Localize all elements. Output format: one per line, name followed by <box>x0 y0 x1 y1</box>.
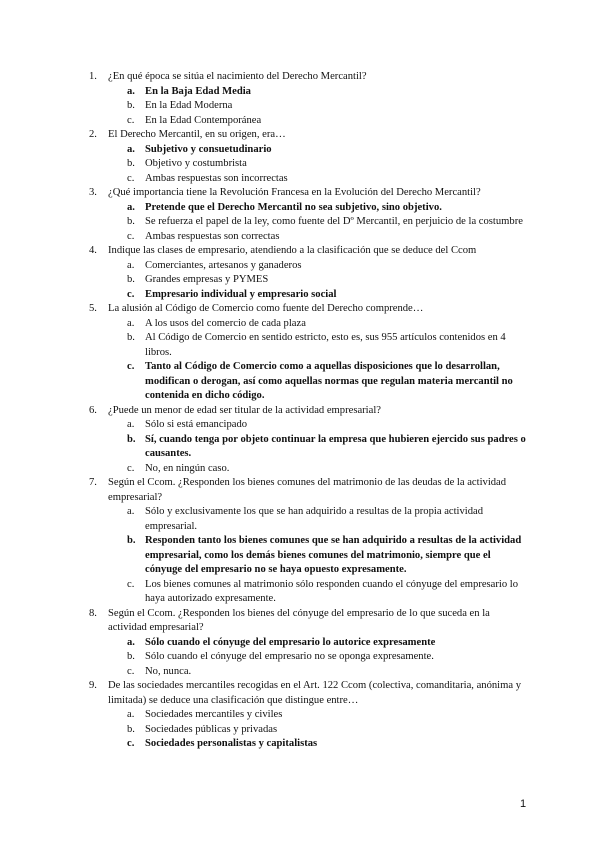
option-letter: a. <box>127 506 135 517</box>
option-item <box>89 99 529 114</box>
question-number: 7. <box>89 477 97 488</box>
question-item <box>89 128 529 186</box>
option-text: Subjetivo y consuetudinario <box>145 143 272 155</box>
option-item <box>89 505 529 534</box>
option-letter: c. <box>127 462 135 474</box>
question-number: 9. <box>89 680 97 691</box>
option-text: No, nunca. <box>145 665 192 677</box>
option-letter: b. <box>127 723 135 735</box>
option-text: Al Código de Comercio en sentido estricto, esto es, sus 955 artículos contenidos en 4 libros. <box>145 332 506 358</box>
question-item <box>89 70 529 128</box>
option-item <box>89 230 529 245</box>
option-letter: b. <box>127 158 135 169</box>
option-item <box>89 534 529 578</box>
option-item <box>89 433 529 462</box>
option-letter: c. <box>127 114 135 126</box>
option-item <box>89 201 529 216</box>
option-letter: c. <box>127 738 135 749</box>
question-item <box>89 404 529 477</box>
option-item <box>89 331 529 360</box>
option-text: En la Edad Moderna <box>145 100 233 111</box>
option-letter: b. <box>127 100 135 111</box>
option-item <box>89 360 529 404</box>
option-item <box>89 462 529 477</box>
question-text: ¿En qué época se sitúa el nacimiento del Derecho Mercantil? <box>108 71 367 82</box>
option-letter: c. <box>127 361 135 372</box>
option-text: Comerciantes, artesanos y ganaderos <box>145 259 302 271</box>
option-text: Ambas respuestas son correctas <box>145 230 280 242</box>
option-item <box>89 215 529 230</box>
question-list <box>89 70 529 752</box>
question-item <box>89 302 529 404</box>
question-text: El Derecho Mercantil, en su origen, era… <box>108 129 286 140</box>
question-number: 8. <box>89 607 97 619</box>
option-letter: a. <box>127 85 135 97</box>
question-item <box>89 679 529 752</box>
option-letter: a. <box>127 143 135 155</box>
option-text: Sólo si está emancipado <box>145 419 248 430</box>
option-item <box>89 172 529 187</box>
option-item <box>89 317 529 332</box>
option-text: Sociedades públicas y privadas <box>145 723 278 735</box>
question-item <box>89 186 529 244</box>
option-text: Sociedades personalistas y capitalistas <box>145 738 318 749</box>
option-text: Sociedades mercantiles y civiles <box>145 709 283 720</box>
option-text: Sólo cuando el cónyuge del empresario lo autorice expresamente <box>145 636 436 648</box>
question-number: 5. <box>89 303 97 314</box>
question-item <box>89 607 529 680</box>
question-text: Según el Ccom. ¿Responden los bienes del cónyuge del empresario de lo que suceda en la actividad empresarial? <box>108 607 490 633</box>
option-letter: a. <box>127 636 135 648</box>
option-letter: b. <box>127 274 135 285</box>
option-letter: c. <box>127 578 135 590</box>
option-item <box>89 157 529 172</box>
question-number: 2. <box>89 129 97 140</box>
option-item <box>89 723 529 738</box>
option-item <box>89 650 529 665</box>
option-letter: c. <box>127 172 135 184</box>
option-letter: b. <box>127 332 135 343</box>
question-text: La alusión al Código de Comercio como fuente del Derecho comprende… <box>108 303 424 314</box>
option-text: Pretende que el Derecho Mercantil no sea subjetivo, sino objetivo. <box>145 201 442 213</box>
option-item <box>89 114 529 129</box>
question-text: De las sociedades mercantiles recogidas en el Art. 122 Ccom (colectiva, comanditaria, anónima y limitada) se deduce una clasificación que distingue entre… <box>108 680 522 706</box>
option-item <box>89 143 529 158</box>
option-text: A los usos del comercio de cada plaza <box>145 317 306 329</box>
question-number: 6. <box>89 404 97 416</box>
option-item <box>89 85 529 100</box>
option-item <box>89 636 529 651</box>
question-text: ¿Puede un menor de edad ser titular de la actividad empresarial? <box>108 404 381 416</box>
option-text: Los bienes comunes al matrimonio sólo responden cuando el cónyuge del empresario lo haya autorizado expresamente. <box>145 578 519 604</box>
question-number: 1. <box>89 71 97 82</box>
option-item <box>89 259 529 274</box>
option-text: No, en ningún caso. <box>145 462 230 474</box>
option-text: Sólo cuando el cónyuge del empresario no se oponga expresamente. <box>145 651 434 662</box>
option-text: Tanto al Código de Comercio como a aquellas disposiciones que lo desarrollan, modifican o derogan, así como aquellas normas que regulan materia mercantil no contenida en dicho código. <box>145 361 513 401</box>
option-letter: c. <box>127 230 135 242</box>
option-letter: c. <box>127 665 135 677</box>
option-text: En la Edad Contemporánea <box>145 114 262 126</box>
option-text: Empresario individual y empresario social <box>145 288 337 300</box>
option-text: Responden tanto los bienes comunes que se han adquirido a resultas de la actividad empresarial, como los demás bienes comunes del matrimonio, siempre que el cónyuge del empresario no se haya opuesto expresamente. <box>145 535 522 575</box>
question-text: Indique las clases de empresario, atendiendo a la clasificación que se deduce del Ccom <box>108 245 477 256</box>
option-text: Sí, cuando tenga por objeto continuar la empresa que hubieren ejercido sus padres o causantes. <box>145 433 526 459</box>
option-letter: a. <box>127 317 135 329</box>
option-item <box>89 708 529 723</box>
option-item <box>89 288 529 303</box>
question-number: 3. <box>89 187 97 198</box>
question-number: 4. <box>89 245 97 256</box>
page-number: 1 <box>520 798 527 810</box>
option-letter: b. <box>127 535 136 546</box>
option-item <box>89 273 529 288</box>
question-item <box>89 476 529 607</box>
question-text: Según el Ccom. ¿Responden los bienes comunes del matrimonio de las deudas de la actividad empresarial? <box>108 477 507 503</box>
option-text: Se refuerza el papel de la ley, como fuente del Dº Mercantil, en perjuicio de la costumbre <box>145 216 523 227</box>
question-text: ¿Qué importancia tiene la Revolución Francesa en la Evolución del Derecho Mercantil? <box>108 187 481 198</box>
option-text: En la Baja Edad Media <box>145 85 251 97</box>
option-item <box>89 737 529 752</box>
option-letter: b. <box>127 216 135 227</box>
option-letter: a. <box>127 419 135 430</box>
option-letter: a. <box>127 259 135 271</box>
option-text: Objetivo y costumbrista <box>145 158 247 169</box>
option-item <box>89 418 529 433</box>
option-letter: a. <box>127 201 135 213</box>
option-letter: b. <box>127 651 135 662</box>
option-text: Ambas respuestas son incorrectas <box>145 172 288 184</box>
option-text: Grandes empresas y PYMES <box>145 274 269 285</box>
option-letter: c. <box>127 288 135 300</box>
question-item <box>89 244 529 302</box>
option-item <box>89 578 529 607</box>
option-letter: b. <box>127 433 136 445</box>
option-letter: a. <box>127 709 135 720</box>
option-item <box>89 665 529 680</box>
option-text: Sólo y exclusivamente los que se han adquirido a resultas de la propia actividad empresarial. <box>145 506 484 532</box>
